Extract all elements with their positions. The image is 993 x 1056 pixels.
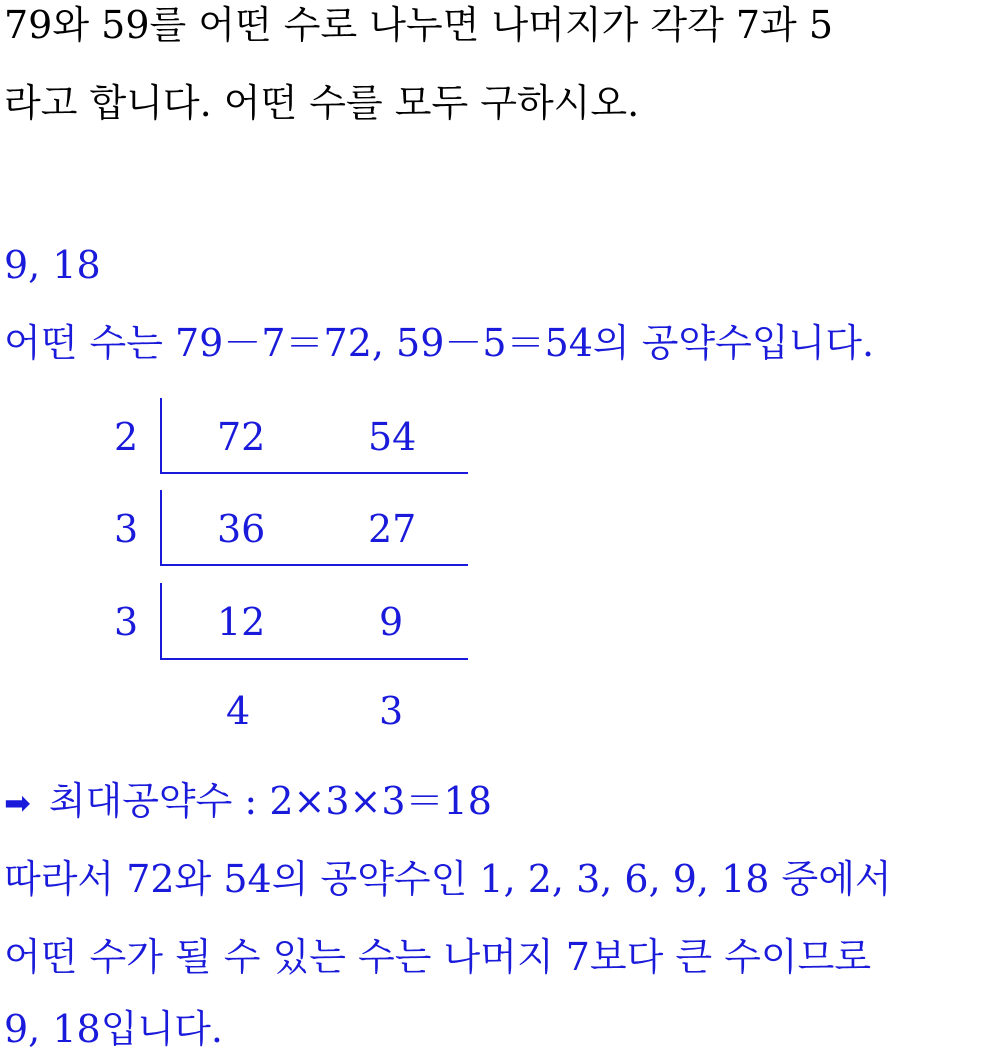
division-divisor-2: 3 bbox=[114, 507, 139, 551]
division-bracket-horizontal-2 bbox=[160, 564, 468, 566]
answer-explanation: 어떤 수는 79－7＝72, 59－5＝54의 공약수입니다. bbox=[4, 321, 875, 365]
division-bracket-vertical-3 bbox=[160, 583, 162, 659]
conclusion-line-3: 9, 18입니다. bbox=[4, 1007, 223, 1051]
division-value-3b: 9 bbox=[379, 600, 404, 644]
division-value-2a: 36 bbox=[217, 507, 266, 551]
division-value-1b: 54 bbox=[368, 415, 417, 459]
answer-result: 9, 18 bbox=[4, 243, 101, 287]
division-quotient-a: 4 bbox=[226, 689, 251, 733]
conclusion-line-1: 따라서 72와 54의 공약수인 1, 2, 3, 6, 9, 18 중에서 bbox=[4, 857, 892, 901]
division-value-3a: 12 bbox=[217, 600, 266, 644]
arrow-right-icon: ➡ bbox=[4, 784, 31, 822]
gcd-line bbox=[4, 778, 492, 826]
division-bracket-vertical-1 bbox=[160, 398, 162, 474]
question-line-1: 79와 59를 어떤 수로 나누면 나머지가 각각 7과 5 bbox=[4, 3, 834, 47]
gcd-text: 최대공약수 : 2×3×3＝18 bbox=[48, 779, 492, 823]
conclusion-line-2: 어떤 수가 될 수 있는 수는 나머지 7보다 큰 수이므로 bbox=[4, 935, 872, 979]
question-line-2: 라고 합니다. 어떤 수를 모두 구하시오. bbox=[4, 81, 640, 125]
division-value-1a: 72 bbox=[217, 415, 266, 459]
division-bracket-horizontal-3 bbox=[160, 658, 468, 660]
division-value-2b: 27 bbox=[368, 507, 417, 551]
division-bracket-vertical-2 bbox=[160, 490, 162, 566]
division-divisor-3: 3 bbox=[114, 600, 139, 644]
division-bracket-horizontal-1 bbox=[160, 472, 468, 474]
division-divisor-1: 2 bbox=[114, 415, 139, 459]
division-quotient-b: 3 bbox=[379, 689, 404, 733]
